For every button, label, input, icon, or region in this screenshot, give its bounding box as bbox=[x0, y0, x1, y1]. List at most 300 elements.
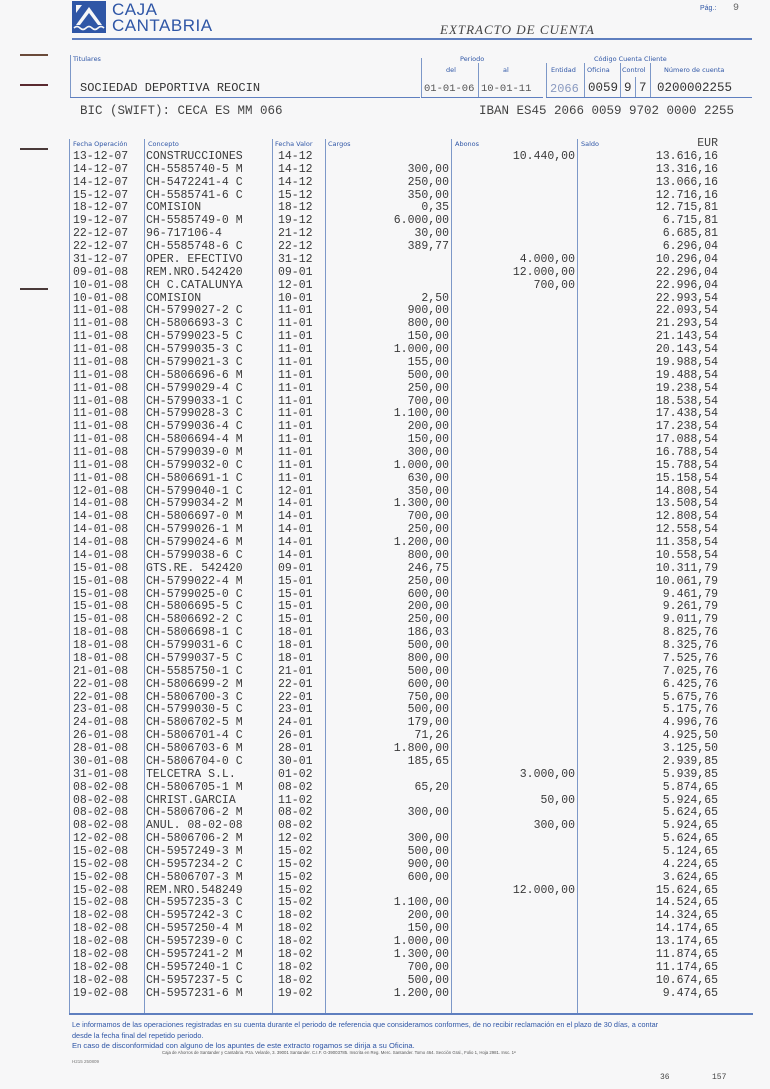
cell-cargo: 250,00 bbox=[407, 523, 449, 537]
cell-fecha-valor: 11-01 bbox=[278, 355, 313, 369]
header-divider bbox=[72, 38, 752, 40]
iban: IBAN ES45 2066 0059 9702 0000 2255 bbox=[479, 104, 735, 118]
account-office: 0059 bbox=[588, 81, 619, 95]
cell-fecha-operacion: 24-01-08 bbox=[73, 716, 129, 730]
cell-saldo: 5.874,65 bbox=[662, 780, 718, 794]
cell-cargo: 300,00 bbox=[407, 806, 449, 820]
table-row bbox=[70, 304, 722, 317]
cell-saldo: 6.715,81 bbox=[662, 214, 718, 228]
cell-concepto: CH-5799026-1 M bbox=[146, 523, 243, 537]
cell-fecha-valor: 11-01 bbox=[278, 394, 313, 408]
cell-saldo: 3.125,50 bbox=[662, 742, 718, 756]
cell-fecha-operacion: 13-12-07 bbox=[73, 150, 129, 163]
cell-fecha-operacion: 11-01-08 bbox=[73, 355, 129, 369]
cell-fecha-valor: 11-01 bbox=[278, 446, 313, 459]
currency-label: EUR bbox=[697, 137, 718, 150]
table-row bbox=[70, 459, 722, 472]
cell-saldo: 5.175,76 bbox=[662, 703, 718, 717]
cell-fecha-operacion: 22-12-07 bbox=[73, 240, 129, 254]
counter-2: 157 bbox=[712, 1073, 727, 1082]
cell-cargo: 500,00 bbox=[407, 639, 449, 653]
cell-fecha-operacion: 15-02-08 bbox=[73, 883, 129, 897]
cell-fecha-valor: 11-01 bbox=[278, 420, 313, 434]
cell-concepto: CH-5806691-1 C bbox=[146, 471, 243, 485]
cell-saldo: 22.993,54 bbox=[655, 291, 718, 305]
cell-concepto: COMISION bbox=[146, 291, 202, 305]
cell-fecha-valor: 18-02 bbox=[278, 947, 313, 961]
account-control-1: 9 bbox=[624, 81, 632, 95]
period-label: Periodo bbox=[460, 55, 485, 63]
cell-abono: 300,00 bbox=[533, 819, 575, 833]
cell-cargo: 186,03 bbox=[407, 626, 449, 640]
cell-concepto: CH-5957231-6 M bbox=[146, 986, 243, 1000]
cell-fecha-operacion: 15-01-08 bbox=[73, 561, 129, 575]
holder-label: Titulares bbox=[73, 55, 101, 63]
cell-concepto: REM.NRO.548249 bbox=[146, 883, 243, 897]
cell-concepto: ANUL. 08-02-08 bbox=[146, 819, 243, 833]
table-row bbox=[70, 240, 722, 253]
cell-fecha-operacion: 15-01-08 bbox=[73, 600, 129, 614]
bank-name-line1: CAJA bbox=[112, 0, 158, 19]
table-row bbox=[70, 549, 722, 562]
cell-concepto: GTS.RE. 542420 bbox=[146, 561, 243, 575]
cell-saldo: 5.624,65 bbox=[662, 806, 718, 820]
cell-concepto: CH-5799040-1 C bbox=[146, 484, 243, 498]
cell-fecha-valor: 15-12 bbox=[278, 188, 313, 202]
cell-concepto: CH-5585740-5 M bbox=[146, 162, 243, 176]
cell-fecha-valor: 15-02 bbox=[278, 896, 313, 910]
cell-fecha-operacion: 31-01-08 bbox=[73, 767, 129, 781]
cell-concepto: CH-5799028-3 C bbox=[146, 407, 243, 421]
cell-concepto: CH-5806702-5 M bbox=[146, 716, 243, 730]
cell-concepto: CH-5799025-0 C bbox=[146, 587, 243, 601]
table-row bbox=[70, 536, 722, 549]
cell-fecha-operacion: 18-02-08 bbox=[73, 909, 129, 923]
period-divider bbox=[478, 63, 479, 97]
cell-saldo: 10.558,54 bbox=[655, 548, 718, 562]
cell-fecha-operacion: 11-01-08 bbox=[73, 394, 129, 408]
account-code-label: Código Cuenta Cliente bbox=[594, 55, 667, 63]
cell-concepto: OPER. EFECTIVO bbox=[146, 252, 243, 266]
table-row bbox=[70, 961, 722, 974]
cell-fecha-valor: 18-12 bbox=[278, 201, 313, 215]
cell-concepto: REM.NRO.542420 bbox=[146, 265, 243, 279]
cell-cargo: 600,00 bbox=[407, 587, 449, 601]
entity-label: Entidad bbox=[551, 66, 576, 74]
table-row bbox=[70, 768, 722, 781]
period-to-label: al bbox=[503, 66, 509, 74]
cell-cargo: 0,35 bbox=[421, 201, 449, 215]
cell-fecha-operacion: 19-02-08 bbox=[73, 986, 129, 1000]
cell-saldo: 15.158,54 bbox=[655, 471, 718, 485]
account-box-left bbox=[546, 63, 547, 97]
cell-saldo: 9.474,65 bbox=[662, 986, 718, 1000]
table-row bbox=[70, 613, 722, 626]
cell-concepto: CH-5799039-0 M bbox=[146, 446, 243, 459]
cell-cargo: 1.200,00 bbox=[393, 986, 449, 1000]
cell-fecha-valor: 18-01 bbox=[278, 651, 313, 665]
cell-abono: 700,00 bbox=[533, 278, 575, 292]
cell-concepto: CH-5806699-2 M bbox=[146, 677, 243, 691]
margin-mark bbox=[20, 148, 48, 150]
cell-concepto: CH-5799023-5 C bbox=[146, 330, 243, 344]
cell-concepto: CH-5957239-0 C bbox=[146, 935, 243, 949]
margin-mark bbox=[20, 54, 48, 56]
col-header-concepto: Concepto bbox=[148, 140, 179, 148]
cell-cargo: 30,00 bbox=[414, 227, 449, 241]
footer-notice-line2: desde la fecha final del repetido periodo. bbox=[72, 1031, 204, 1040]
table-row bbox=[70, 562, 722, 575]
cell-concepto: CH-5806694-4 M bbox=[146, 433, 243, 447]
cell-saldo: 5.924,65 bbox=[662, 793, 718, 807]
cell-fecha-valor: 21-01 bbox=[278, 664, 313, 678]
cell-fecha-valor: 11-01 bbox=[278, 407, 313, 421]
cell-fecha-operacion: 11-01-08 bbox=[73, 368, 129, 382]
cell-fecha-valor: 15-02 bbox=[278, 857, 313, 871]
cell-fecha-operacion: 18-02-08 bbox=[73, 973, 129, 987]
cell-saldo: 4.925,50 bbox=[662, 729, 718, 743]
cell-fecha-operacion: 08-02-08 bbox=[73, 780, 129, 794]
cell-saldo: 11.174,65 bbox=[655, 960, 718, 974]
cell-concepto: CH-5799033-1 C bbox=[146, 394, 243, 408]
cell-concepto: COMISION bbox=[146, 201, 202, 215]
cell-fecha-operacion: 14-01-08 bbox=[73, 536, 129, 550]
cell-fecha-valor: 11-01 bbox=[278, 368, 313, 382]
cell-fecha-operacion: 15-01-08 bbox=[73, 587, 129, 601]
table-row bbox=[70, 420, 722, 433]
margin-mark bbox=[20, 84, 48, 86]
cell-fecha-operacion: 15-02-08 bbox=[73, 857, 129, 871]
cell-concepto: CH-5957242-3 C bbox=[146, 909, 243, 923]
counter-1: 36 bbox=[660, 1073, 670, 1082]
cell-fecha-operacion: 19-12-07 bbox=[73, 214, 129, 228]
cell-fecha-valor: 11-01 bbox=[278, 343, 313, 357]
cell-cargo: 185,65 bbox=[407, 754, 449, 768]
table-row bbox=[70, 201, 722, 214]
table-row bbox=[70, 987, 722, 1000]
table-row bbox=[70, 510, 722, 523]
cell-saldo: 21.143,54 bbox=[655, 330, 718, 344]
cell-cargo: 250,00 bbox=[407, 574, 449, 588]
cell-concepto: CH-5799022-4 M bbox=[146, 574, 243, 588]
table-row bbox=[70, 665, 722, 678]
cell-cargo: 1.000,00 bbox=[393, 343, 449, 357]
holder-name: SOCIEDAD DEPORTIVA REOCIN bbox=[80, 81, 261, 95]
cell-cargo: 800,00 bbox=[407, 548, 449, 562]
cell-fecha-operacion: 23-01-08 bbox=[73, 703, 129, 717]
col-header-fecha-valor: Fecha Valor bbox=[275, 140, 313, 148]
table-row bbox=[70, 845, 722, 858]
cell-cargo: 1.200,00 bbox=[393, 536, 449, 550]
cell-saldo: 5.924,65 bbox=[662, 819, 718, 833]
cell-fecha-valor: 08-02 bbox=[278, 806, 313, 820]
table-row bbox=[70, 896, 722, 909]
table-row bbox=[70, 575, 722, 588]
cell-fecha-operacion: 26-01-08 bbox=[73, 729, 129, 743]
table-row bbox=[70, 678, 722, 691]
cell-cargo: 600,00 bbox=[407, 870, 449, 884]
table-row bbox=[70, 472, 722, 485]
cell-saldo: 13.066,16 bbox=[655, 175, 718, 189]
cell-saldo: 19.488,54 bbox=[655, 368, 718, 382]
cell-saldo: 5.939,85 bbox=[662, 767, 718, 781]
cell-concepto: CH-5585748-6 C bbox=[146, 240, 243, 254]
table-row bbox=[70, 600, 722, 613]
cell-cargo: 630,00 bbox=[407, 471, 449, 485]
cell-fecha-operacion: 11-01-08 bbox=[73, 330, 129, 344]
cell-fecha-operacion: 22-12-07 bbox=[73, 227, 129, 241]
cell-fecha-valor: 30-01 bbox=[278, 754, 313, 768]
cell-saldo: 14.174,65 bbox=[655, 922, 718, 936]
cell-fecha-valor: 19-12 bbox=[278, 214, 313, 228]
holder-box-left bbox=[70, 55, 71, 97]
cell-fecha-operacion: 09-01-08 bbox=[73, 265, 129, 279]
cell-abono: 4.000,00 bbox=[519, 252, 575, 266]
cell-saldo: 17.088,54 bbox=[655, 433, 718, 447]
account-divider bbox=[650, 63, 651, 97]
table-row bbox=[70, 974, 722, 987]
footer-notice-line1: Le informamos de las operaciones registradas en su cuenta durante el periodo de referencia que consideramos conformes, de no recibir reclamación en el plazo de 30 días, a contar bbox=[72, 1020, 659, 1029]
cell-cargo: 246,75 bbox=[407, 561, 449, 575]
cell-fecha-valor: 08-02 bbox=[278, 780, 313, 794]
cell-cargo: 300,00 bbox=[407, 832, 449, 846]
cell-saldo: 14.808,54 bbox=[655, 484, 718, 498]
cell-fecha-operacion: 11-01-08 bbox=[73, 458, 129, 472]
cell-fecha-valor: 12-01 bbox=[278, 278, 313, 292]
cell-fecha-valor: 12-01 bbox=[278, 484, 313, 498]
cell-cargo: 1.800,00 bbox=[393, 742, 449, 756]
cell-saldo: 16.788,54 bbox=[655, 446, 718, 459]
footer-notice-line3: En caso de disconformidad con alguno de los apuntes de este extracto rogamos se dirija a su Oficina. bbox=[72, 1041, 415, 1050]
cell-cargo: 155,00 bbox=[407, 355, 449, 369]
table-row bbox=[70, 742, 722, 755]
cell-saldo: 10.061,79 bbox=[655, 574, 718, 588]
cell-cargo: 150,00 bbox=[407, 433, 449, 447]
table-row bbox=[70, 922, 722, 935]
cell-cargo: 500,00 bbox=[407, 368, 449, 382]
cell-saldo: 13.508,54 bbox=[655, 497, 718, 511]
cell-fecha-operacion: 18-02-08 bbox=[73, 935, 129, 949]
account-divider bbox=[620, 63, 621, 97]
table-row bbox=[70, 794, 722, 807]
cell-cargo: 350,00 bbox=[407, 484, 449, 498]
cell-fecha-valor: 08-02 bbox=[278, 819, 313, 833]
cell-fecha-valor: 18-02 bbox=[278, 973, 313, 987]
cell-cargo: 6.000,00 bbox=[393, 214, 449, 228]
cell-fecha-valor: 14-01 bbox=[278, 523, 313, 537]
cell-cargo: 150,00 bbox=[407, 922, 449, 936]
cell-saldo: 17.438,54 bbox=[655, 407, 718, 421]
cell-cargo: 700,00 bbox=[407, 960, 449, 974]
table-row bbox=[70, 292, 722, 305]
table-row bbox=[70, 382, 722, 395]
cell-fecha-operacion: 21-01-08 bbox=[73, 664, 129, 678]
cell-concepto: CH-5799030-5 C bbox=[146, 703, 243, 717]
cell-saldo: 10.311,79 bbox=[655, 561, 718, 575]
table-row bbox=[70, 253, 722, 266]
cell-fecha-operacion: 12-02-08 bbox=[73, 832, 129, 846]
cell-saldo: 5.124,65 bbox=[662, 844, 718, 858]
cell-saldo: 11.358,54 bbox=[655, 536, 718, 550]
cell-cargo: 300,00 bbox=[407, 162, 449, 176]
cell-cargo: 250,00 bbox=[407, 175, 449, 189]
cell-concepto: CH-5806707-3 M bbox=[146, 870, 243, 884]
cell-concepto: CH-5806692-2 C bbox=[146, 613, 243, 627]
table-row bbox=[70, 626, 722, 639]
table-row bbox=[70, 523, 722, 536]
page-label: Pág.: bbox=[700, 5, 717, 12]
table-row bbox=[70, 317, 722, 330]
cell-concepto: CH-5806706-2 M bbox=[146, 806, 243, 820]
cell-cargo: 700,00 bbox=[407, 510, 449, 524]
cell-fecha-valor: 15-01 bbox=[278, 600, 313, 614]
table-row bbox=[70, 150, 722, 163]
cell-fecha-operacion: 08-02-08 bbox=[73, 806, 129, 820]
cell-fecha-valor: 11-01 bbox=[278, 471, 313, 485]
cell-concepto: CH-5806701-4 C bbox=[146, 729, 243, 743]
period-box-left bbox=[421, 58, 422, 97]
cell-concepto: CH-5957234-2 C bbox=[146, 857, 243, 871]
cell-concepto: CH-5472241-4 C bbox=[146, 175, 243, 189]
table-row bbox=[70, 909, 722, 922]
cell-cargo: 600,00 bbox=[407, 677, 449, 691]
table-row bbox=[70, 176, 722, 189]
cell-fecha-valor: 14-12 bbox=[278, 162, 313, 176]
table-row bbox=[70, 691, 722, 704]
cell-saldo: 18.538,54 bbox=[655, 394, 718, 408]
cell-fecha-valor: 11-01 bbox=[278, 458, 313, 472]
cell-saldo: 13.316,16 bbox=[655, 162, 718, 176]
account-control-2: 7 bbox=[639, 81, 647, 95]
cell-concepto: CH-5799027-2 C bbox=[146, 304, 243, 318]
cell-saldo: 12.808,54 bbox=[655, 510, 718, 524]
cell-saldo: 15.788,54 bbox=[655, 458, 718, 472]
cell-fecha-operacion: 15-02-08 bbox=[73, 896, 129, 910]
control-label: Control bbox=[622, 66, 646, 74]
account-divider bbox=[635, 77, 636, 97]
cell-saldo: 8.325,76 bbox=[662, 639, 718, 653]
account-number: 0200002255 bbox=[657, 81, 733, 95]
cell-fecha-valor: 01-02 bbox=[278, 767, 313, 781]
cell-fecha-valor: 10-01 bbox=[278, 291, 313, 305]
cell-abono: 12.000,00 bbox=[512, 265, 575, 279]
document-title: EXTRACTO DE CUENTA bbox=[440, 22, 595, 37]
cell-concepto: CH-5957237-5 C bbox=[146, 973, 243, 987]
cell-concepto: CH C.CATALUNYA bbox=[146, 278, 243, 292]
cell-fecha-valor: 28-01 bbox=[278, 742, 313, 756]
table-row bbox=[70, 639, 722, 652]
cell-fecha-valor: 22-01 bbox=[278, 690, 313, 704]
cell-fecha-valor: 31-12 bbox=[278, 252, 313, 266]
cell-concepto: CH-5799021-3 C bbox=[146, 355, 243, 369]
cell-cargo: 200,00 bbox=[407, 420, 449, 434]
cell-fecha-operacion: 18-01-08 bbox=[73, 626, 129, 640]
cell-fecha-operacion: 10-01-08 bbox=[73, 278, 129, 292]
cell-cargo: 500,00 bbox=[407, 844, 449, 858]
table-row bbox=[70, 832, 722, 845]
cell-cargo: 71,26 bbox=[414, 729, 449, 743]
cell-saldo: 14.524,65 bbox=[655, 896, 718, 910]
cell-fecha-valor: 15-01 bbox=[278, 587, 313, 601]
table-row bbox=[70, 806, 722, 819]
cell-fecha-valor: 09-01 bbox=[278, 265, 313, 279]
cell-concepto: CH-5585750-1 C bbox=[146, 664, 243, 678]
table-row bbox=[70, 884, 722, 897]
cell-saldo: 6.685,81 bbox=[662, 227, 718, 241]
cell-concepto: CH-5806705-1 M bbox=[146, 780, 243, 794]
cell-saldo: 3.624,65 bbox=[662, 870, 718, 884]
cell-concepto: CH-5806706-2 M bbox=[146, 832, 243, 846]
table-row bbox=[70, 407, 722, 420]
cell-cargo: 250,00 bbox=[407, 613, 449, 627]
account-box-bottom bbox=[546, 97, 752, 98]
cell-fecha-operacion: 10-01-08 bbox=[73, 291, 129, 305]
cell-fecha-operacion: 18-02-08 bbox=[73, 960, 129, 974]
cell-concepto: CH-5957241-2 M bbox=[146, 947, 243, 961]
table-row bbox=[70, 729, 722, 742]
cell-abono: 3.000,00 bbox=[519, 767, 575, 781]
caja-cantabria-logo-icon bbox=[72, 1, 106, 33]
cell-saldo: 14.324,65 bbox=[655, 909, 718, 923]
table-row bbox=[70, 948, 722, 961]
cell-fecha-valor: 11-01 bbox=[278, 317, 313, 331]
cell-cargo: 200,00 bbox=[407, 909, 449, 923]
cell-fecha-valor: 22-01 bbox=[278, 677, 313, 691]
cell-fecha-valor: 14-01 bbox=[278, 497, 313, 511]
cell-concepto: CH-5799024-6 M bbox=[146, 536, 243, 550]
cell-fecha-operacion: 11-01-08 bbox=[73, 317, 129, 331]
cell-fecha-operacion: 15-12-07 bbox=[73, 188, 129, 202]
cell-concepto: 96-717106-4 bbox=[146, 227, 222, 241]
period-box-bottom bbox=[421, 97, 543, 98]
cell-cargo: 150,00 bbox=[407, 330, 449, 344]
cell-concepto: CH-5799035-3 C bbox=[146, 343, 243, 357]
cell-fecha-valor: 18-02 bbox=[278, 922, 313, 936]
cell-concepto: CH-5799031-6 C bbox=[146, 639, 243, 653]
period-to: 10-01-11 bbox=[481, 83, 532, 95]
table-row bbox=[70, 935, 722, 948]
cell-fecha-operacion: 15-02-08 bbox=[73, 870, 129, 884]
cell-fecha-valor: 15-02 bbox=[278, 883, 313, 897]
cell-saldo: 19.238,54 bbox=[655, 381, 718, 395]
cell-fecha-valor: 11-01 bbox=[278, 330, 313, 344]
bic-swift: BIC (SWIFT): CECA ES MM 066 bbox=[80, 104, 283, 118]
cell-concepto: CH-5585749-0 M bbox=[146, 214, 243, 228]
cell-cargo: 1.300,00 bbox=[393, 497, 449, 511]
form-code: H215 250809 bbox=[72, 1059, 100, 1064]
cell-cargo: 389,77 bbox=[407, 240, 449, 254]
cell-saldo: 5.675,76 bbox=[662, 690, 718, 704]
col-header-cargos: Cargos bbox=[328, 140, 351, 148]
cell-saldo: 21.293,54 bbox=[655, 317, 718, 331]
cell-concepto: CH-5799032-0 C bbox=[146, 458, 243, 472]
cell-cargo: 500,00 bbox=[407, 664, 449, 678]
cell-cargo: 1.000,00 bbox=[393, 935, 449, 949]
cell-fecha-operacion: 18-02-08 bbox=[73, 947, 129, 961]
cell-saldo: 4.224,65 bbox=[662, 857, 718, 871]
table-row bbox=[70, 858, 722, 871]
cell-fecha-operacion: 14-01-08 bbox=[73, 523, 129, 537]
table-row bbox=[70, 356, 722, 369]
cell-concepto: CH-5806696-6 M bbox=[146, 368, 243, 382]
table-row bbox=[70, 755, 722, 768]
cell-fecha-operacion: 11-01-08 bbox=[73, 381, 129, 395]
cell-fecha-operacion: 14-12-07 bbox=[73, 175, 129, 189]
cell-fecha-valor: 26-01 bbox=[278, 729, 313, 743]
cell-concepto: CH-5957249-3 M bbox=[146, 844, 243, 858]
cell-fecha-operacion: 11-01-08 bbox=[73, 433, 129, 447]
cell-fecha-operacion: 22-01-08 bbox=[73, 690, 129, 704]
